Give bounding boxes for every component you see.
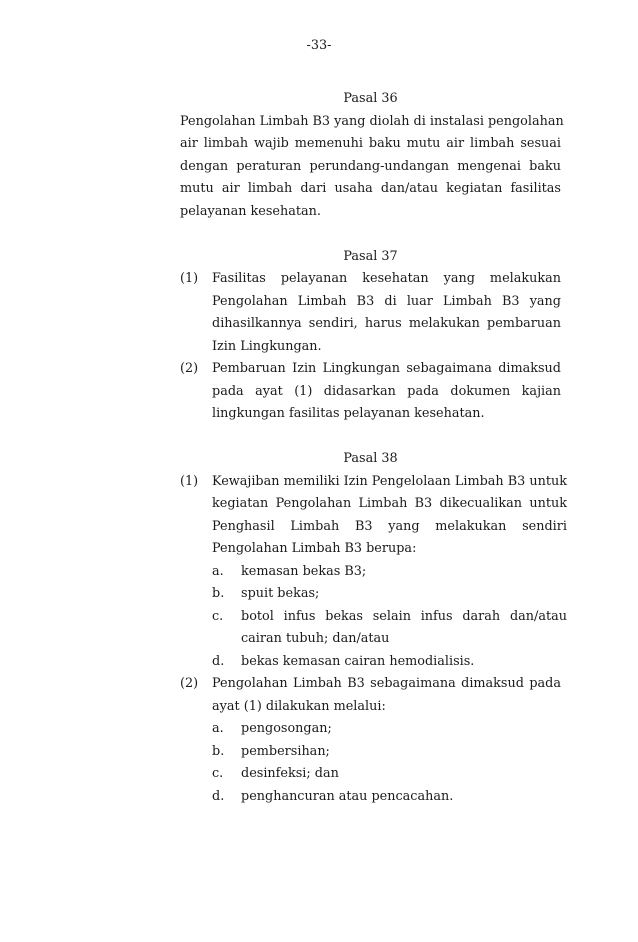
- pasal-37: [180, 246, 561, 426]
- ayat-number: (1): [180, 473, 199, 489]
- ayat-line: pada ayat (1) didasarkan pada dokumen kajian: [212, 383, 561, 399]
- list-text: desinfeksi; dan: [241, 766, 339, 781]
- list-item: [212, 763, 561, 786]
- list-text: cairan tubuh; dan/atau: [241, 631, 390, 646]
- ayat-number: (1): [180, 271, 199, 286]
- page-number: -33-: [306, 38, 332, 53]
- ayat-line: Izin Lingkungan.: [212, 338, 322, 354]
- list-letter: d.: [212, 653, 225, 669]
- list-item: [212, 718, 561, 741]
- ayat-line: kegiatan Pengolahan Limbah B3 dikecualikan untuk: [212, 496, 567, 511]
- list-letter: c.: [212, 608, 224, 624]
- pasal-38-ayat-1: [180, 471, 567, 674]
- pasal-36-line: pelayanan kesehatan.: [180, 203, 321, 219]
- ayat-line: Pembaruan Izin Lingkungan sebagaimana dimaksud: [212, 361, 561, 376]
- list-text: bekas kemasan cairan hemodialisis.: [241, 653, 475, 669]
- ayat-line: Penghasil Limbah B3 yang melakukan sendiri: [212, 518, 567, 534]
- list-letter: a.: [212, 563, 224, 579]
- ayat-line: Fasilitas pelayanan kesehatan yang melakukan: [212, 271, 561, 286]
- ayat-number: (2): [180, 361, 199, 376]
- pasal-37-ayat-2: [180, 358, 561, 426]
- ayat-line: Pengolahan Limbah B3 di luar Limbah B3 yang: [212, 293, 561, 309]
- ayat-line: Pengolahan Limbah B3 berupa:: [212, 541, 417, 556]
- list-letter: d.: [212, 788, 225, 804]
- pasal-36-title: Pasal 36: [343, 91, 398, 106]
- list-text: penghancuran atau pencacahan.: [241, 788, 454, 804]
- list-letter: c.: [212, 766, 224, 781]
- list-letter: b.: [212, 743, 225, 759]
- ayat-line: dihasilkannya sendiri, harus melakukan pembaruan: [212, 316, 561, 331]
- pasal-36-line: air limbah wajib memenuhi baku mutu air limbah sesuai: [180, 136, 561, 151]
- list-text: botol infus bekas selain infus darah dan/atau: [241, 608, 567, 624]
- pasal-38-ayat-2: [180, 673, 561, 808]
- document-body: [180, 88, 567, 808]
- pasal-37-title: Pasal 37: [343, 248, 398, 264]
- pasal-37-ayat-1: [180, 268, 561, 358]
- list-letter: b.: [212, 586, 225, 601]
- ayat-line: Pengolahan Limbah B3 sebagaimana dimaksud pada: [212, 676, 561, 691]
- ayat-line: Kewajiban memiliki Izin Pengelolaan Limbah B3 untuk: [212, 473, 567, 489]
- list-item: [212, 561, 567, 584]
- pasal-36-line: dengan peraturan perundang-undangan mengenai baku: [180, 158, 561, 174]
- list-text: pengosongan;: [241, 721, 332, 736]
- list-text: spuit bekas;: [241, 586, 320, 601]
- ayat-line: ayat (1) dilakukan melalui:: [212, 698, 386, 714]
- pasal-38-title: Pasal 38: [343, 451, 398, 466]
- list-item: [212, 741, 561, 764]
- ayat-line: lingkungan fasilitas pelayanan kesehatan.: [212, 406, 485, 421]
- list-item: [212, 651, 567, 674]
- list-item: [212, 786, 561, 809]
- list-text: kemasan bekas B3;: [241, 563, 367, 579]
- pasal-36: [180, 88, 564, 223]
- list-item: [212, 583, 567, 606]
- pasal-36-line: mutu air limbah dari usaha dan/atau kegiatan fasilitas: [180, 181, 561, 196]
- list-item: [212, 606, 567, 651]
- list-text: pembersihan;: [241, 743, 330, 759]
- pasal-36-line: Pengolahan Limbah B3 yang diolah di instalasi pengolahan: [180, 113, 564, 129]
- list-letter: a.: [212, 721, 224, 736]
- pasal-38: [180, 448, 567, 808]
- ayat-number: (2): [180, 676, 199, 691]
